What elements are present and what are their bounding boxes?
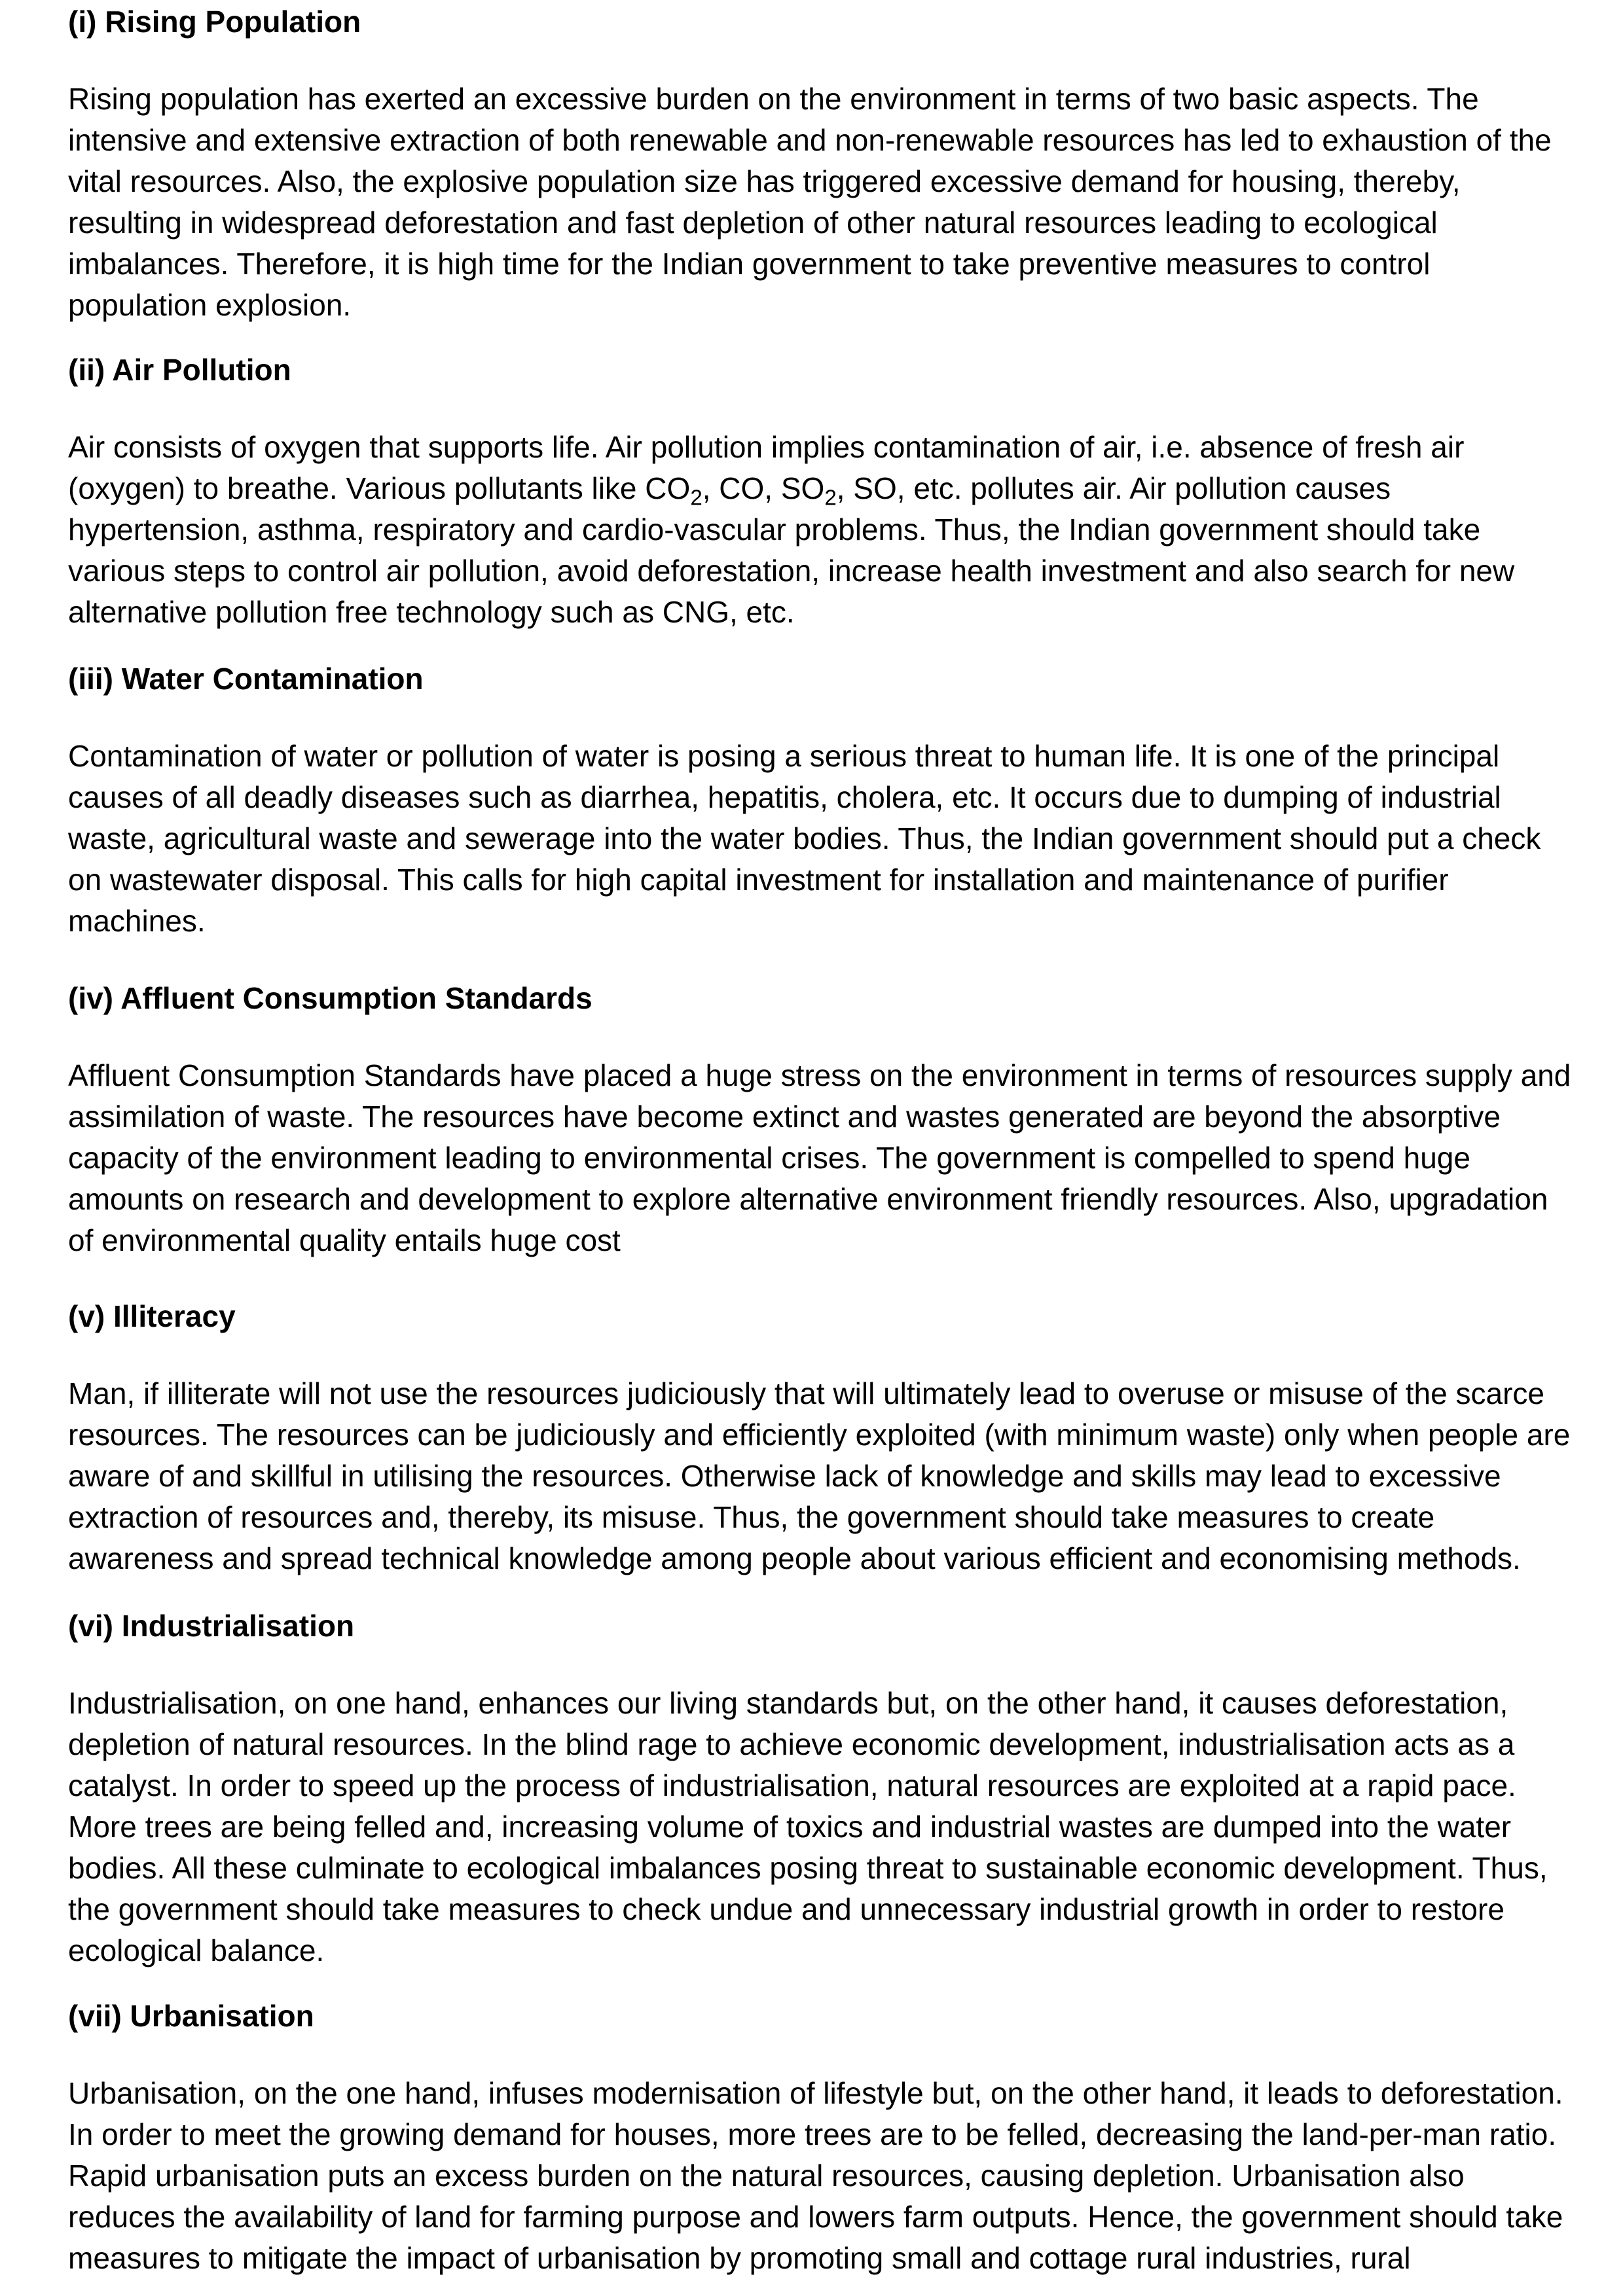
section-water-contamination <box>68 664 1613 942</box>
text-line-with-subscripts: (oxygen) to breathe. Various pollutants like $CO_2$, CO, $SO_2$, SO, etc. pollutes air. Air pollution causes <box>68 471 1391 511</box>
section-body <box>68 1373 1613 1579</box>
section-rising-population <box>68 7 1613 326</box>
text-line: causes of all deadly diseases such as diarrhea, hepatitis, cholera, etc. It occurs due to dumping of industrial <box>68 780 1501 814</box>
text-line: alternative pollution free technology such as CNG, etc. <box>68 595 795 629</box>
section-body <box>68 2073 1613 2279</box>
text-line: bodies. All these culminate to ecological imbalances posing threat to sustainable economic development. Thus, <box>68 1851 1548 1885</box>
section-heading: (iii) Water Contamination <box>68 662 424 696</box>
text-line: on wastewater disposal. This calls for high capital investment for installation and maintenance of purifier <box>68 863 1449 897</box>
subscript: 2 <box>824 486 837 511</box>
text-line: of environmental quality entails huge cost <box>68 1223 621 1257</box>
section-body <box>68 1055 1613 1261</box>
text-line: measures to mitigate the impact of urbanisation by promoting small and cottage rural industries, rural <box>68 2241 1411 2275</box>
section-air-pollution <box>68 355 1613 633</box>
text-line: population explosion. <box>68 288 352 322</box>
text-line: depletion of natural resources. In the blind rage to achieve economic development, industrialisation acts as a <box>68 1727 1515 1761</box>
text-line: Rapid urbanisation puts an excess burden on the natural resources, causing depletion. Urbanisation also <box>68 2159 1465 2193</box>
section-heading: (vi) Industrialisation <box>68 1609 355 1643</box>
text-line: awareness and spread technical knowledge among people about various efficient and economising methods. <box>68 1541 1521 1575</box>
text-line: waste, agricultural waste and sewerage into the water bodies. Thus, the Indian government should put a check <box>68 821 1541 855</box>
text-line: Air consists of oxygen that supports life. Air pollution implies contamination of air, i.e. absence of fresh air <box>68 430 1465 464</box>
text-line: various steps to control air pollution, avoid deforestation, increase health investment and also search for new <box>68 554 1515 588</box>
text-line: Contamination of water or pollution of water is posing a serious threat to human life. It is one of the principal <box>68 739 1500 773</box>
section-heading: (ii) Air Pollution <box>68 353 291 387</box>
text-line: Affluent Consumption Standards have placed a huge stress on the environment in terms of resources supply and <box>68 1058 1571 1092</box>
text-line: the government should take measures to check undue and unnecessary industrial growth in order to restore <box>68 1892 1504 1926</box>
section-heading: (v) Illiteracy <box>68 1299 236 1333</box>
section-heading: (iv) Affluent Consumption Standards <box>68 981 593 1015</box>
section-body <box>68 79 1613 326</box>
text-line: More trees are being felled and, increasing volume of toxics and industrial wastes are dumped into the water <box>68 1810 1512 1844</box>
section-industrialisation <box>68 1611 1613 1971</box>
text-line: ecological balance. <box>68 1933 325 1967</box>
text-line: machines. <box>68 904 206 938</box>
text-line: assimilation of waste. The resources have become extinct and wastes generated are beyond the absorptive <box>68 1100 1501 1134</box>
text-line: amounts on research and development to explore alternative environment friendly resources. Also, upgradation <box>68 1182 1548 1216</box>
text-line: Rising population has exerted an excessive burden on the environment in terms of two basic aspects. The <box>68 82 1479 116</box>
text-line: extraction of resources and, thereby, its misuse. Thus, the government should take measures to create <box>68 1500 1435 1534</box>
text-line: Industrialisation, on one hand, enhances our living standards but, on the other hand, it causes deforestation, <box>68 1686 1508 1720</box>
text-line: reduces the availability of land for farming purpose and lowers farm outputs. Hence, the government should take <box>68 2200 1563 2234</box>
section-body <box>68 427 1613 633</box>
text-line: intensive and extensive extraction of both renewable and non-renewable resources has led to exhaustion of the <box>68 123 1552 157</box>
text-line: Man, if illiterate will not use the resources judiciously that will ultimately lead to overuse or misuse of the scarce <box>68 1376 1544 1410</box>
text-line: resulting in widespread deforestation and fast depletion of other natural resources leading to ecological <box>68 206 1438 240</box>
text-line: Urbanisation, on the one hand, infuses modernisation of lifestyle but, on the other hand, it leads to deforestation. <box>68 2076 1563 2110</box>
text-line: In order to meet the growing demand for houses, more trees are to be felled, decreasing the land-per-man ratio. <box>68 2117 1557 2151</box>
section-heading: (i) Rising Population <box>68 5 361 39</box>
section-body <box>68 736 1613 942</box>
section-urbanisation <box>68 2001 1613 2279</box>
text-line: aware of and skillful in utilising the resources. Otherwise lack of knowledge and skills may lead to excessive <box>68 1459 1501 1493</box>
text-line: imbalances. Therefore, it is high time for the Indian government to take preventive measures to control <box>68 247 1431 281</box>
text-line: hypertension, asthma, respiratory and cardio-vascular problems. Thus, the Indian government should take <box>68 512 1481 547</box>
section-affluent-consumption-standards <box>68 983 1613 1261</box>
section-heading: (vii) Urbanisation <box>68 1999 314 2033</box>
text-line: catalyst. In order to speed up the process of industrialisation, natural resources are exploited at a rapid pace. <box>68 1768 1516 1803</box>
text-line: resources. The resources can be judiciously and efficiently exploited (with minimum waste) only when people are <box>68 1418 1571 1452</box>
section-body <box>68 1683 1613 1971</box>
text-line: vital resources. Also, the explosive population size has triggered excessive demand for housing, thereby, <box>68 164 1461 198</box>
subscript: 2 <box>690 486 702 511</box>
section-illiteracy <box>68 1301 1613 1579</box>
text-line: capacity of the environment leading to environmental crises. The government is compelled to spend huge <box>68 1141 1470 1175</box>
